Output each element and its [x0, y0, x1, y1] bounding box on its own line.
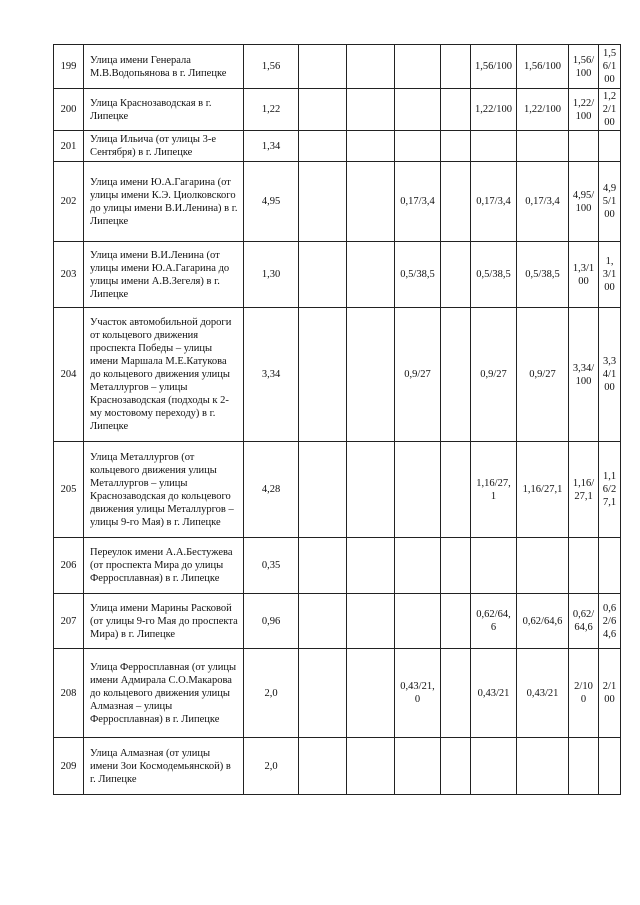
value-col-4	[299, 242, 347, 308]
road-name: Улица Краснозаводская в г. Липецке	[84, 89, 244, 131]
value-col-5	[347, 131, 395, 162]
value-col-5	[347, 89, 395, 131]
row-number: 203	[54, 242, 84, 308]
table-row	[54, 594, 621, 649]
road-length: 4,28	[244, 442, 299, 538]
value-col-7	[441, 242, 471, 308]
value-col-4	[299, 442, 347, 538]
road-length: 1,30	[244, 242, 299, 308]
table-row	[54, 131, 621, 162]
value-col-10: 1,56/100	[569, 45, 599, 89]
row-number: 207	[54, 594, 84, 649]
road-name: Улица имени В.И.Ленина (от улицы имени Ю.А.Гагарина до улицы имени А.В.Зегеля) в г. Липецке	[84, 242, 244, 308]
value-col-9: 0,17/3,4	[517, 162, 569, 242]
road-name: Улица Металлургов (от кольцевого движения улицы Металлургов – улицы Краснозаводская до кольцевого движения улицы Металлургов – улицы 9-го Мая) в г. Липецке	[84, 442, 244, 538]
value-col-10: 0,62/64,6	[569, 594, 599, 649]
value-col-11: 1,16/27,1	[599, 442, 621, 538]
value-col-11: 2/100	[599, 649, 621, 738]
road-length: 1,22	[244, 89, 299, 131]
road-name: Улица Ильича (от улицы 3-е Сентября) в г. Липецке	[84, 131, 244, 162]
value-col-5	[347, 738, 395, 795]
table-row	[54, 649, 621, 738]
value-col-6	[395, 594, 441, 649]
road-length: 3,34	[244, 308, 299, 442]
value-col-5	[347, 649, 395, 738]
value-col-7	[441, 538, 471, 594]
value-col-9: 1,56/100	[517, 45, 569, 89]
value-col-11	[599, 738, 621, 795]
roads-table	[53, 44, 621, 795]
value-col-9: 0,43/21	[517, 649, 569, 738]
value-col-6	[395, 131, 441, 162]
road-length: 1,34	[244, 131, 299, 162]
value-col-10: 2/100	[569, 649, 599, 738]
value-col-8: 0,5/38,5	[471, 242, 517, 308]
value-col-5	[347, 538, 395, 594]
table-row	[54, 242, 621, 308]
value-col-6	[395, 442, 441, 538]
value-col-8: 0,43/21	[471, 649, 517, 738]
row-number: 202	[54, 162, 84, 242]
table-row	[54, 442, 621, 538]
value-col-11: 0,62/64,6	[599, 594, 621, 649]
value-col-10	[569, 738, 599, 795]
value-col-6: 0,17/3,4	[395, 162, 441, 242]
table-row	[54, 738, 621, 795]
table-row	[54, 162, 621, 242]
value-col-8	[471, 131, 517, 162]
value-col-8: 0,17/3,4	[471, 162, 517, 242]
value-col-4	[299, 308, 347, 442]
value-col-7	[441, 131, 471, 162]
value-col-10: 3,34/100	[569, 308, 599, 442]
value-col-6: 0,43/21,0	[395, 649, 441, 738]
road-name: Улица Ферросплавная (от улицы имени Адмирала С.О.Макарова до кольцевого движения улицы Алмазная – улицы Ферросплавная) в г. Липецке	[84, 649, 244, 738]
value-col-4	[299, 738, 347, 795]
value-col-10	[569, 131, 599, 162]
table-row	[54, 89, 621, 131]
value-col-9: 0,5/38,5	[517, 242, 569, 308]
value-col-6	[395, 738, 441, 795]
value-col-8: 0,62/64,6	[471, 594, 517, 649]
value-col-11	[599, 131, 621, 162]
value-col-9: 1,22/100	[517, 89, 569, 131]
table-row	[54, 45, 621, 89]
road-length: 0,35	[244, 538, 299, 594]
road-name: Улица имени Ю.А.Гагарина (от улицы имени К.Э. Циолковского до улицы имени В.И.Ленина) в г. Липецке	[84, 162, 244, 242]
value-col-4	[299, 89, 347, 131]
row-number: 206	[54, 538, 84, 594]
value-col-11: 1,56/100	[599, 45, 621, 89]
table-body	[54, 45, 621, 795]
road-length: 2,0	[244, 649, 299, 738]
value-col-7	[441, 738, 471, 795]
value-col-6: 0,5/38,5	[395, 242, 441, 308]
value-col-5	[347, 242, 395, 308]
value-col-11: 1,22/100	[599, 89, 621, 131]
row-number: 209	[54, 738, 84, 795]
value-col-7	[441, 89, 471, 131]
road-name: Переулок имени А.А.Бестужева (от проспекта Мира до улицы Ферросплавная) в г. Липецке	[84, 538, 244, 594]
row-number: 204	[54, 308, 84, 442]
value-col-7	[441, 594, 471, 649]
row-number: 200	[54, 89, 84, 131]
value-col-5	[347, 442, 395, 538]
value-col-9: 0,62/64,6	[517, 594, 569, 649]
value-col-7	[441, 649, 471, 738]
row-number: 205	[54, 442, 84, 538]
value-col-9: 0,9/27	[517, 308, 569, 442]
value-col-7	[441, 442, 471, 538]
value-col-6	[395, 89, 441, 131]
value-col-9	[517, 538, 569, 594]
value-col-4	[299, 649, 347, 738]
value-col-11	[599, 538, 621, 594]
value-col-10	[569, 538, 599, 594]
table-row	[54, 538, 621, 594]
road-length: 1,56	[244, 45, 299, 89]
value-col-9	[517, 131, 569, 162]
row-number: 201	[54, 131, 84, 162]
value-col-4	[299, 538, 347, 594]
value-col-8	[471, 538, 517, 594]
value-col-6	[395, 538, 441, 594]
value-col-8: 0,9/27	[471, 308, 517, 442]
value-col-7	[441, 308, 471, 442]
value-col-5	[347, 45, 395, 89]
road-name: Улица имени Марины Расковой (от улицы 9-го Мая до проспекта Мира) в г. Липецке	[84, 594, 244, 649]
value-col-10: 4,95/100	[569, 162, 599, 242]
road-name: Улица имени Генерала М.В.Водопьянова в г. Липецке	[84, 45, 244, 89]
value-col-7	[441, 45, 471, 89]
value-col-10: 1,22/100	[569, 89, 599, 131]
value-col-8: 1,22/100	[471, 89, 517, 131]
value-col-4	[299, 45, 347, 89]
row-number: 208	[54, 649, 84, 738]
value-col-8: 1,16/27,1	[471, 442, 517, 538]
value-col-11: 3,34/100	[599, 308, 621, 442]
value-col-6: 0,9/27	[395, 308, 441, 442]
value-col-4	[299, 594, 347, 649]
road-length: 2,0	[244, 738, 299, 795]
road-length: 0,96	[244, 594, 299, 649]
value-col-7	[441, 162, 471, 242]
value-col-5	[347, 308, 395, 442]
value-col-9	[517, 738, 569, 795]
value-col-11: 1,3/100	[599, 242, 621, 308]
table-row	[54, 308, 621, 442]
value-col-11: 4,95/100	[599, 162, 621, 242]
value-col-9: 1,16/27,1	[517, 442, 569, 538]
value-col-10: 1,3/100	[569, 242, 599, 308]
value-col-8	[471, 738, 517, 795]
road-name: Участок автомобильной дороги от кольцевого движения проспекта Победы – улицы имени Маршала М.Е.Катукова до кольцевого движения улицы Металлургов – улицы Краснозаводская (подходы к 2-му мостовому переходу) в г. Липецке	[84, 308, 244, 442]
value-col-8: 1,56/100	[471, 45, 517, 89]
value-col-4	[299, 131, 347, 162]
value-col-5	[347, 162, 395, 242]
value-col-5	[347, 594, 395, 649]
value-col-6	[395, 45, 441, 89]
value-col-4	[299, 162, 347, 242]
row-number: 199	[54, 45, 84, 89]
road-length: 4,95	[244, 162, 299, 242]
value-col-10: 1,16/27,1	[569, 442, 599, 538]
road-name: Улица Алмазная (от улицы имени Зои Космодемьянской) в г. Липецке	[84, 738, 244, 795]
